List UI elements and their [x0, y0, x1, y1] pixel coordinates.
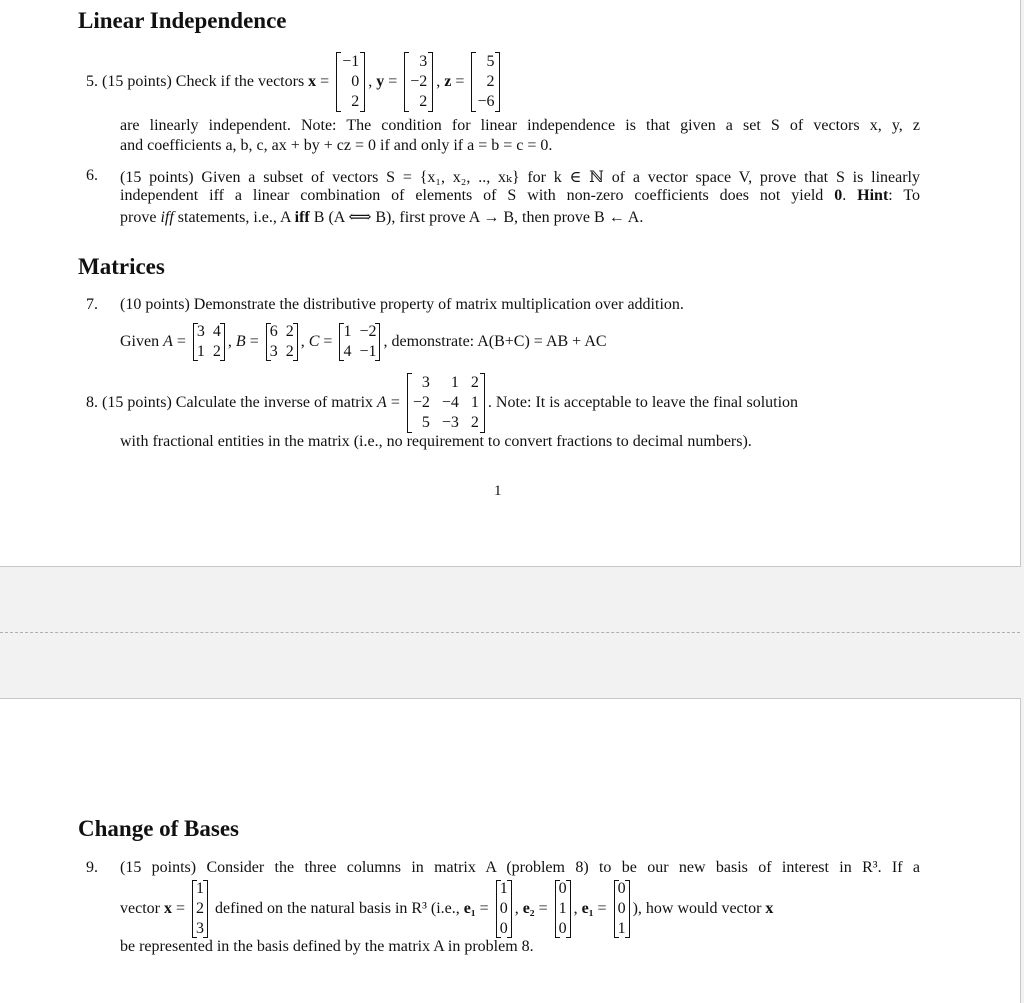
- text: statements, i.e., A: [173, 209, 295, 226]
- question-9-line-1: (15 points) Consider the three columns in matrix A (problem 8) to be our new basis of interest in R³. If a: [120, 859, 920, 876]
- vector-z-matrix: [471, 52, 500, 112]
- equals: =: [593, 900, 611, 917]
- basis-e3-matrix: [614, 880, 630, 938]
- matrix-cell: −2: [412, 394, 430, 411]
- matrix-cell: 3: [196, 323, 205, 340]
- equals: =: [245, 333, 263, 350]
- matrix-cell: 1: [617, 920, 626, 937]
- text: (15 points) Calculate the inverse of matrix: [102, 394, 378, 411]
- vector-x-matrix: [192, 880, 208, 938]
- question-number: 7.: [86, 296, 98, 313]
- matrix-c-label: C: [308, 333, 320, 350]
- matrix-cell: 1: [470, 394, 479, 411]
- comma: ,: [227, 333, 236, 350]
- question-5-line-3: and coefficients a, b, c, ax + by + cz = 0 if and only if a = b = c = 0.: [120, 137, 553, 154]
- matrix-cell: 2: [196, 900, 205, 917]
- text: Given: [120, 333, 164, 350]
- matrix-b-label: B: [235, 333, 246, 350]
- vector-y-label: y: [376, 73, 385, 90]
- zero-vector: 0: [834, 187, 843, 204]
- matrix-cell: 0: [558, 880, 567, 897]
- vector-y-matrix: [404, 52, 433, 112]
- question-8-line-1: [86, 371, 798, 435]
- iff-bold: iff: [294, 209, 310, 226]
- matrix-cell: 1: [558, 900, 567, 917]
- text: B (A ⟺ B), first prove A → B, then prove B ← A.: [309, 209, 644, 226]
- question-6-line-1: (15 points) Given a subset of vectors S = {x₁, x₂, .., xₖ} for k ∈ ℕ of a vector space V, prove that S is linearly: [120, 169, 920, 186]
- matrix-b: [266, 323, 298, 361]
- basis-e2-matrix: [555, 880, 571, 938]
- basis-e1-label: e₁: [463, 900, 476, 917]
- question-9-line-3: be represented in the basis defined by the matrix A in problem 8.: [120, 938, 534, 955]
- basis-e3-label: e₁: [581, 900, 594, 917]
- text: , demonstrate: A(B+C) = AB + AC: [383, 333, 607, 350]
- vector-z-label: z: [444, 73, 452, 90]
- question-7-line-2: [120, 323, 607, 361]
- matrix-cell: −1: [342, 53, 360, 70]
- matrix-cell: 2: [285, 323, 294, 340]
- question-text: (15 points) Check if the vectors: [102, 73, 309, 90]
- pdf-page-2: [0, 698, 1021, 1003]
- question-number: 8.: [86, 394, 98, 411]
- matrix-cell: 0: [351, 73, 360, 90]
- matrix-cell: 1: [196, 880, 205, 897]
- matrix-cell: 1: [196, 343, 205, 360]
- matrix-cell: 3: [419, 53, 428, 70]
- question-6-line-2: [120, 187, 920, 205]
- comma: ,: [573, 900, 582, 917]
- matrix-cell: 1: [499, 880, 508, 897]
- question-7-line-1: (10 points) Demonstrate the distributive property of matrix multiplication over addition.: [120, 296, 684, 313]
- text: prove: [120, 209, 161, 226]
- section-heading-matrices: Matrices: [78, 254, 165, 279]
- equals: =: [386, 394, 404, 411]
- matrix-cell: 1: [450, 374, 459, 391]
- matrix-cell: 2: [285, 343, 294, 360]
- matrix-cell: 0: [617, 900, 626, 917]
- text: independent iff a linear combination of elements of S with non-zero coefficients does not yield: [120, 187, 835, 204]
- hint-label: Hint: [857, 187, 889, 204]
- text: : To: [888, 187, 921, 204]
- matrix-cell: 0: [558, 920, 567, 937]
- text: ), how would vector: [632, 900, 766, 917]
- matrix-a-label: A: [377, 394, 387, 411]
- comma: ,: [436, 73, 445, 90]
- equals: =: [475, 900, 493, 917]
- question-5-line-1: [86, 50, 503, 114]
- comma: ,: [514, 900, 523, 917]
- page-number: 1: [494, 483, 502, 499]
- question-9-line-2: [120, 878, 773, 940]
- matrix-cell: 5: [486, 53, 495, 70]
- iff-italic: iff: [160, 209, 174, 226]
- vector-x-label: x: [308, 73, 317, 90]
- matrix-a-label: A: [163, 333, 173, 350]
- matrix-a: [407, 373, 485, 433]
- section-heading-change-of-bases: Change of Bases: [78, 816, 240, 841]
- matrix-cell: 3: [196, 920, 205, 937]
- comma: ,: [368, 73, 377, 90]
- equals: =: [316, 73, 334, 90]
- matrix-cell: 2: [486, 73, 495, 90]
- matrix-cell: −4: [441, 394, 459, 411]
- matrix-cell: 5: [421, 414, 430, 431]
- matrix-cell: 2: [419, 93, 428, 110]
- matrix-cell: 2: [470, 374, 479, 391]
- matrix-cell: −2: [359, 323, 377, 340]
- equals: =: [172, 333, 190, 350]
- matrix-c: [339, 323, 380, 361]
- matrix-cell: 4: [343, 343, 352, 360]
- matrix-cell: 2: [470, 414, 479, 431]
- question-number: 6.: [86, 167, 98, 184]
- matrix-cell: −2: [410, 73, 428, 90]
- basis-e1-matrix: [496, 880, 512, 938]
- matrix-cell: −1: [359, 343, 377, 360]
- matrix-cell: −3: [441, 414, 459, 431]
- question-number: 9.: [86, 859, 98, 876]
- text: . Note: It is acceptable to leave the final solution: [487, 394, 799, 411]
- matrix-cell: −6: [477, 93, 495, 110]
- matrix-cell: 1: [343, 323, 352, 340]
- basis-e2-label: e₂: [522, 900, 535, 917]
- matrix-cell: 0: [617, 880, 626, 897]
- comma: ,: [300, 333, 309, 350]
- question-5-line-2: are linearly independent. Note: The condition for linear independence is that given a set S of vectors x, y, z: [120, 117, 920, 134]
- matrix-cell: 2: [212, 343, 221, 360]
- matrix-cell: 3: [269, 343, 278, 360]
- matrix-cell: 2: [351, 93, 360, 110]
- matrix-cell: 4: [212, 323, 221, 340]
- vector-x-label: x: [765, 900, 774, 917]
- matrix-cell: 3: [421, 374, 430, 391]
- matrix-cell: 0: [499, 920, 508, 937]
- equals: =: [384, 73, 402, 90]
- equals: =: [319, 333, 337, 350]
- page-break-divider: [0, 632, 1020, 633]
- equals: =: [171, 900, 190, 917]
- matrix-cell: 6: [269, 323, 278, 340]
- question-number: 5.: [86, 73, 98, 90]
- section-heading-linear-independence: Linear Independence: [78, 8, 287, 33]
- matrix-a: [193, 323, 225, 361]
- text: defined on the natural basis in R³ (i.e.,: [211, 900, 464, 917]
- vector-x-matrix: [336, 52, 365, 112]
- text: .: [842, 187, 858, 204]
- matrix-cell: 0: [499, 900, 508, 917]
- vector-x-label: x: [163, 900, 172, 917]
- equals: =: [534, 900, 552, 917]
- question-6-line-3: [120, 207, 643, 227]
- equals: =: [451, 73, 469, 90]
- question-8-line-2: with fractional entities in the matrix (i.e., no requirement to convert fractions to decimal numbers).: [120, 433, 752, 450]
- text: vector: [120, 900, 164, 917]
